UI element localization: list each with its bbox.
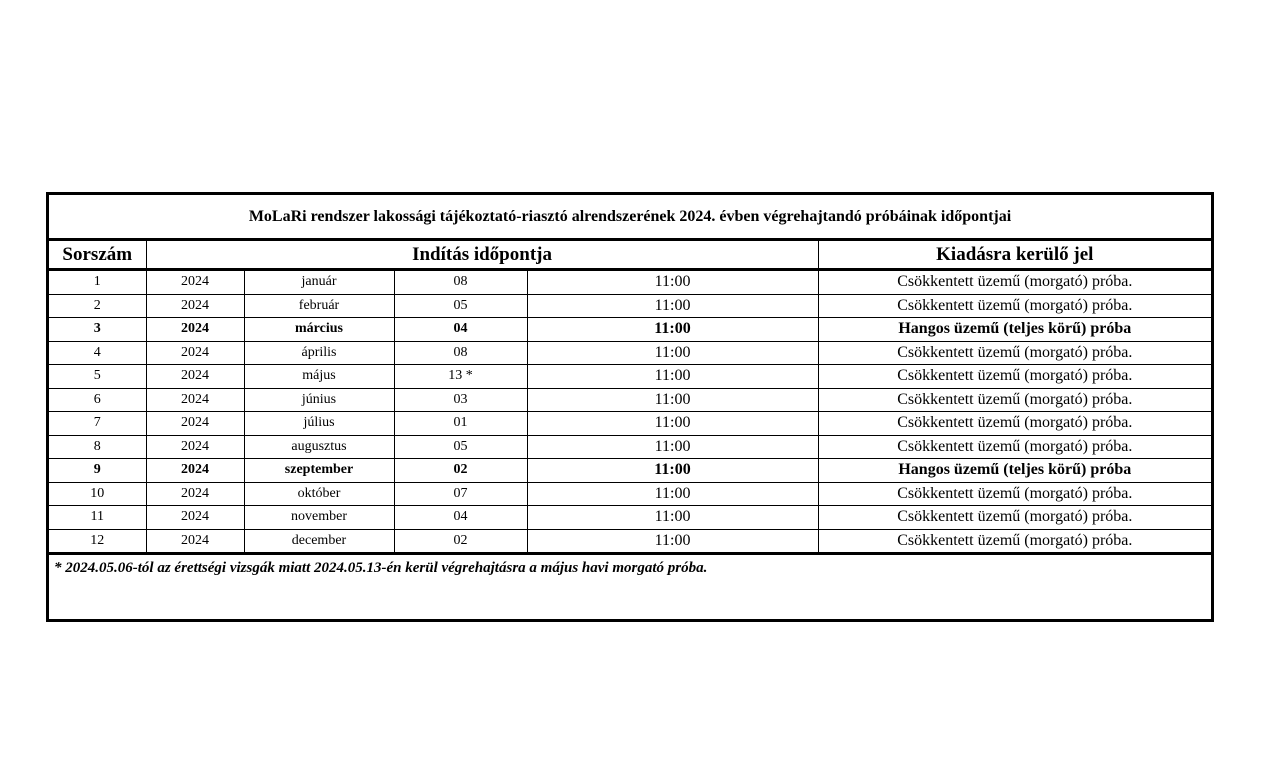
row-month: november bbox=[244, 506, 394, 530]
row-number: 8 bbox=[49, 435, 146, 459]
row-month: október bbox=[244, 482, 394, 506]
header-sorszam: Sorszám bbox=[49, 241, 146, 270]
table-row bbox=[49, 412, 1211, 436]
row-signal: Csökkentett üzemű (morgató) próba. bbox=[818, 270, 1211, 295]
document-title: MoLaRi rendszer lakossági tájékoztató-riasztó alrendszerének 2024. évben végrehajtandó próbáinak időpontjai bbox=[49, 195, 1211, 241]
header-kiadasra-kerulo-jel: Kiadásra kerülő jel bbox=[818, 241, 1211, 270]
table-body bbox=[49, 270, 1211, 554]
row-day: 03 bbox=[394, 388, 527, 412]
table-row bbox=[49, 529, 1211, 554]
row-number: 2 bbox=[49, 294, 146, 318]
row-day: 01 bbox=[394, 412, 527, 436]
row-year: 2024 bbox=[146, 459, 244, 483]
row-month: szeptember bbox=[244, 459, 394, 483]
row-time: 11:00 bbox=[527, 318, 818, 342]
table-row bbox=[49, 318, 1211, 342]
row-day: 08 bbox=[394, 270, 527, 295]
row-year: 2024 bbox=[146, 270, 244, 295]
row-time: 11:00 bbox=[527, 529, 818, 554]
row-month: június bbox=[244, 388, 394, 412]
row-month: május bbox=[244, 365, 394, 389]
row-signal: Csökkentett üzemű (morgató) próba. bbox=[818, 294, 1211, 318]
schedule-table bbox=[49, 240, 1211, 555]
row-number: 9 bbox=[49, 459, 146, 483]
row-number: 4 bbox=[49, 341, 146, 365]
row-number: 1 bbox=[49, 270, 146, 295]
row-time: 11:00 bbox=[527, 412, 818, 436]
row-signal: Csökkentett üzemű (morgató) próba. bbox=[818, 412, 1211, 436]
row-year: 2024 bbox=[146, 294, 244, 318]
row-number: 6 bbox=[49, 388, 146, 412]
row-year: 2024 bbox=[146, 412, 244, 436]
schedule-frame bbox=[46, 192, 1214, 622]
row-month: február bbox=[244, 294, 394, 318]
row-signal: Csökkentett üzemű (morgató) próba. bbox=[818, 482, 1211, 506]
row-signal: Csökkentett üzemű (morgató) próba. bbox=[818, 388, 1211, 412]
row-month: március bbox=[244, 318, 394, 342]
row-time: 11:00 bbox=[527, 506, 818, 530]
row-year: 2024 bbox=[146, 365, 244, 389]
header-inditas-idopontja: Indítás időpontja bbox=[146, 241, 818, 270]
row-signal: Hangos üzemű (teljes körű) próba bbox=[818, 459, 1211, 483]
row-signal: Csökkentett üzemű (morgató) próba. bbox=[818, 529, 1211, 554]
row-month: április bbox=[244, 341, 394, 365]
row-signal: Csökkentett üzemű (morgató) próba. bbox=[818, 341, 1211, 365]
table-row bbox=[49, 388, 1211, 412]
row-day: 05 bbox=[394, 435, 527, 459]
row-time: 11:00 bbox=[527, 341, 818, 365]
table-row bbox=[49, 459, 1211, 483]
row-signal: Csökkentett üzemű (morgató) próba. bbox=[818, 506, 1211, 530]
row-month: augusztus bbox=[244, 435, 394, 459]
row-day: 02 bbox=[394, 459, 527, 483]
row-day: 04 bbox=[394, 318, 527, 342]
row-number: 3 bbox=[49, 318, 146, 342]
row-day: 08 bbox=[394, 341, 527, 365]
row-time: 11:00 bbox=[527, 294, 818, 318]
footnote: * 2024.05.06-tól az érettségi vizsgák miatt 2024.05.13-én kerül végrehajtásra a május havi morgató próba. bbox=[54, 560, 708, 576]
row-time: 11:00 bbox=[527, 270, 818, 295]
row-month: július bbox=[244, 412, 394, 436]
row-year: 2024 bbox=[146, 506, 244, 530]
row-signal: Csökkentett üzemű (morgató) próba. bbox=[818, 365, 1211, 389]
row-number: 7 bbox=[49, 412, 146, 436]
row-day: 04 bbox=[394, 506, 527, 530]
table-row bbox=[49, 365, 1211, 389]
row-time: 11:00 bbox=[527, 482, 818, 506]
row-day: 02 bbox=[394, 529, 527, 554]
table-row bbox=[49, 294, 1211, 318]
row-month: január bbox=[244, 270, 394, 295]
row-time: 11:00 bbox=[527, 388, 818, 412]
row-day: 07 bbox=[394, 482, 527, 506]
row-year: 2024 bbox=[146, 388, 244, 412]
row-number: 5 bbox=[49, 365, 146, 389]
row-number: 11 bbox=[49, 506, 146, 530]
row-year: 2024 bbox=[146, 341, 244, 365]
row-month: december bbox=[244, 529, 394, 554]
row-day: 05 bbox=[394, 294, 527, 318]
row-number: 10 bbox=[49, 482, 146, 506]
table-row bbox=[49, 270, 1211, 295]
row-year: 2024 bbox=[146, 435, 244, 459]
table-row bbox=[49, 482, 1211, 506]
table-row bbox=[49, 435, 1211, 459]
table-header-row bbox=[49, 241, 1211, 270]
row-year: 2024 bbox=[146, 482, 244, 506]
row-time: 11:00 bbox=[527, 365, 818, 389]
row-year: 2024 bbox=[146, 318, 244, 342]
row-time: 11:00 bbox=[527, 459, 818, 483]
row-year: 2024 bbox=[146, 529, 244, 554]
table-row bbox=[49, 506, 1211, 530]
row-time: 11:00 bbox=[527, 435, 818, 459]
row-signal: Hangos üzemű (teljes körű) próba bbox=[818, 318, 1211, 342]
row-number: 12 bbox=[49, 529, 146, 554]
row-signal: Csökkentett üzemű (morgató) próba. bbox=[818, 435, 1211, 459]
row-day: 13 * bbox=[394, 365, 527, 389]
table-row bbox=[49, 341, 1211, 365]
